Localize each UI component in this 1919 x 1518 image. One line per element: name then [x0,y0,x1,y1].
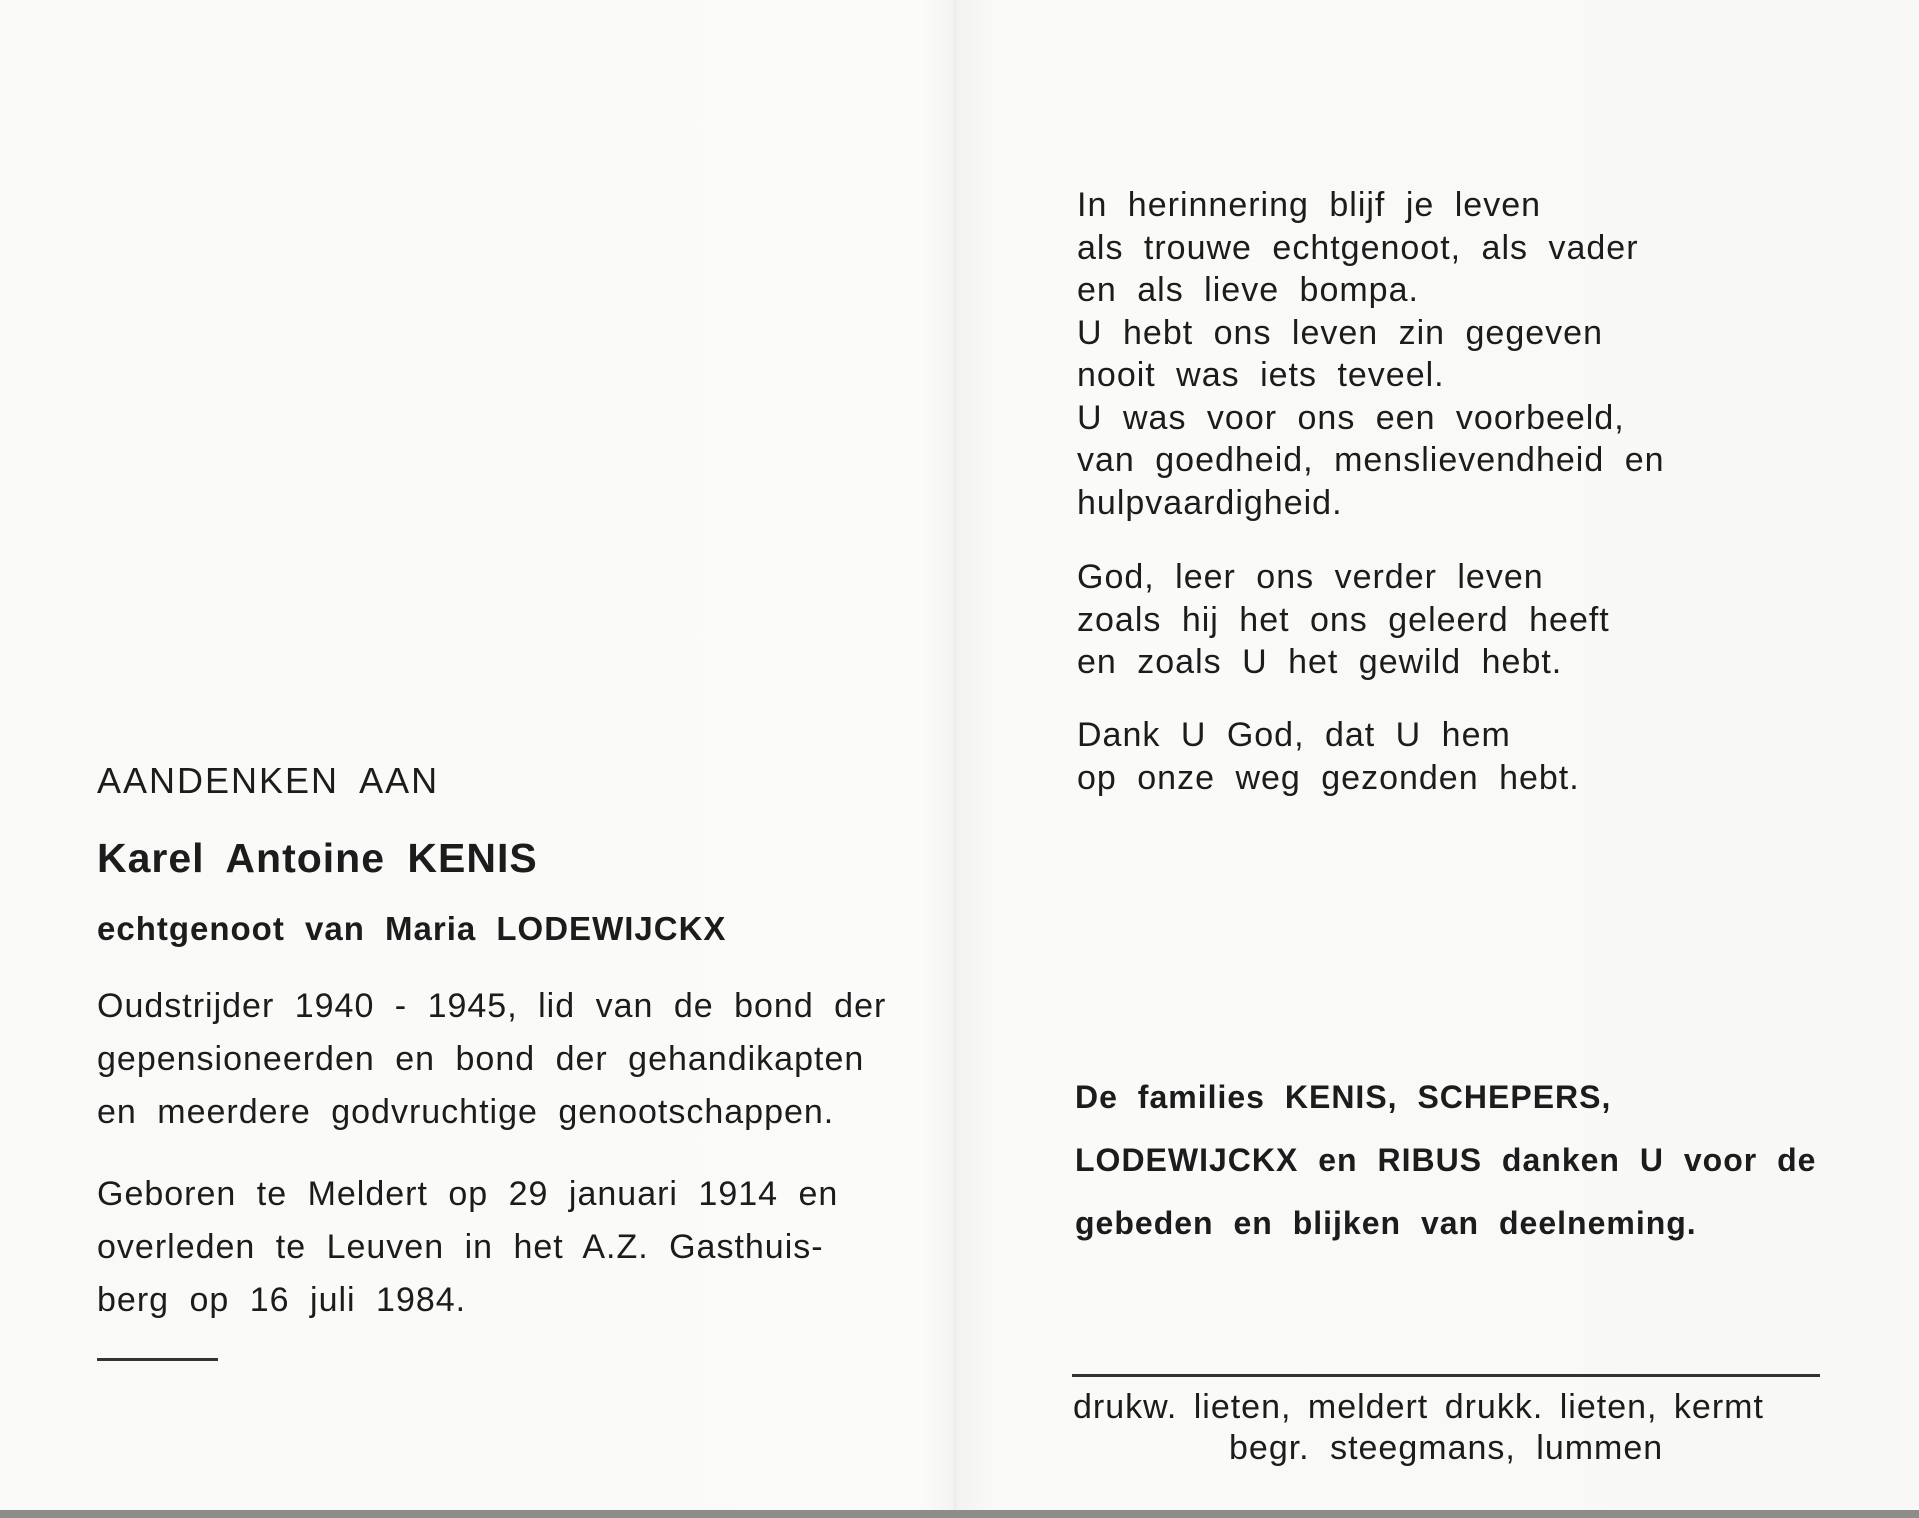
poem-stanza-2 [1077,556,1610,684]
printer-credit-2: begr. steegmans, lummen [1229,1429,1664,1467]
spouse-line: echtgenoot van Maria LODEWIJCKX [97,910,727,947]
birth-death-info [97,1168,838,1327]
printer-credit-1: drukw. lieten, meldert drukk. lieten, kermt [1073,1388,1764,1426]
poem-line: zoals hij het ons geleerd heeft [1077,600,1610,639]
poem-line: God, leer ons verder leven [1077,558,1544,596]
birth-line: overleden te Leuven in het A.Z. Gasthuis- [97,1228,824,1266]
poem-line: als trouwe echtgenoot, als vader [1077,228,1639,267]
poem-line: en als lieve bompa. [1077,271,1419,309]
poem-line: op onze weg gezonden hebt. [1077,758,1580,797]
birth-line: Geboren te Meldert op 29 januari 1914 en [97,1175,839,1213]
bio-line: en meerdere godvruchtige genootschappen. [97,1093,835,1131]
divider-long [1072,1374,1820,1377]
intro-heading: AANDENKEN AAN [97,760,440,801]
poem-line: en zoals U het gewild hebt. [1077,643,1563,681]
poem-line: nooit was iets teveel. [1077,356,1445,394]
poem-line: hulpvaardigheid. [1077,483,1343,522]
thanks-line: gebeden en blijken van deelneming. [1075,1205,1697,1241]
poem-line: U was voor ons een voorbeeld, [1077,398,1625,437]
poem-line: Dank U God, dat U hem [1077,716,1511,754]
poem-stanza-1 [1077,184,1665,524]
thanks-line: De families KENIS, SCHEPERS, [1075,1079,1612,1115]
biography [97,980,886,1139]
poem-line: In herinnering blijf je leven [1077,186,1542,224]
birth-line: berg op 16 juli 1984. [97,1281,467,1319]
poem-stanza-3 [1077,714,1580,799]
bio-line: gepensioneerden en bond der gehandikapten [97,1040,865,1078]
thanks-line: LODEWIJCKX en RIBUS danken U voor de [1075,1142,1817,1178]
poem-line: U hebt ons leven zin gegeven [1077,313,1603,352]
card-fold [952,0,958,1512]
family-thanks [1075,1066,1816,1255]
bio-line: Oudstrijder 1940 - 1945, lid van de bond der [97,987,887,1025]
divider-short [97,1358,218,1361]
deceased-name: Karel Antoine KENIS [97,835,538,881]
poem-line: van goedheid, menslievendheid en [1077,441,1665,479]
card-bottom-edge [0,1510,1919,1518]
